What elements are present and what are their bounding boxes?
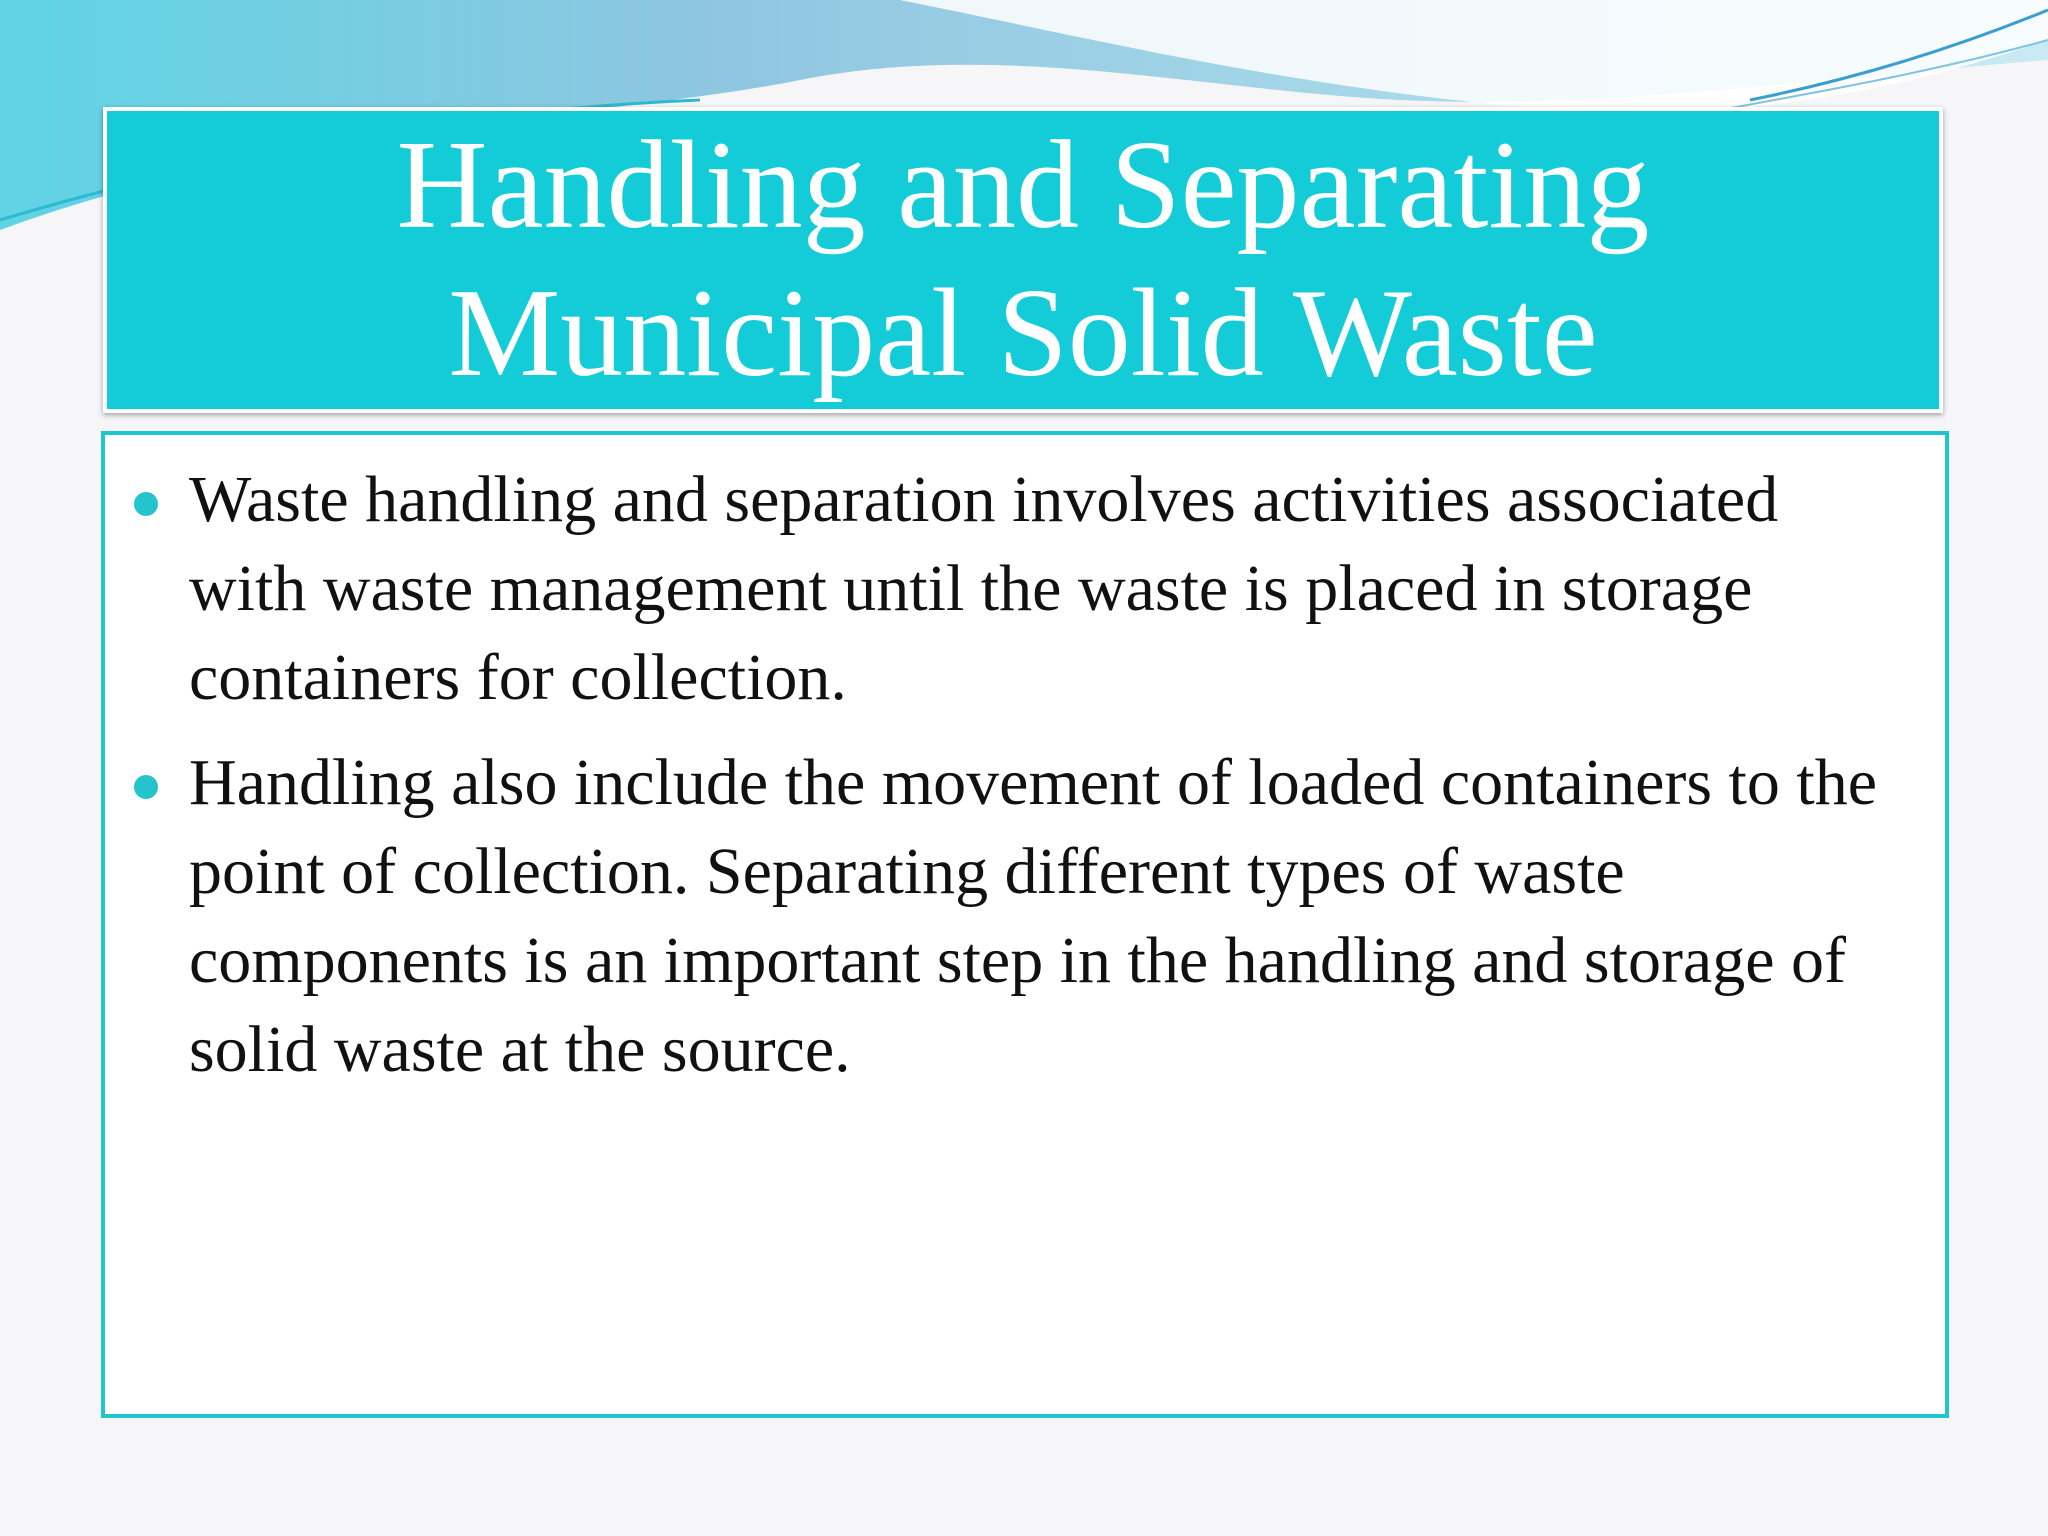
- content-panel: [101, 431, 1949, 1418]
- bullet-marker-icon: [134, 775, 158, 799]
- bullet-marker-icon: [134, 492, 158, 516]
- bullet-item-1: [189, 455, 1885, 722]
- bullet-item-2: [189, 738, 1885, 1094]
- title-banner: [103, 107, 1943, 413]
- slide-title: [397, 112, 1650, 408]
- bullet-list: [105, 435, 1945, 1094]
- bullet-text-1: Waste handling and separation involves activities associated with waste management until the waste is placed in storage containers for collection.: [189, 463, 1779, 714]
- title-line-1: Handling and Separating: [396, 116, 1650, 255]
- title-line-2: Municipal Solid Waste: [448, 264, 1598, 403]
- bullet-text-2: Handling also include the movement of loaded containers to the point of collection. Separating different types of waste components is an important step in the handling and storage of solid waste at the source.: [189, 746, 1878, 1086]
